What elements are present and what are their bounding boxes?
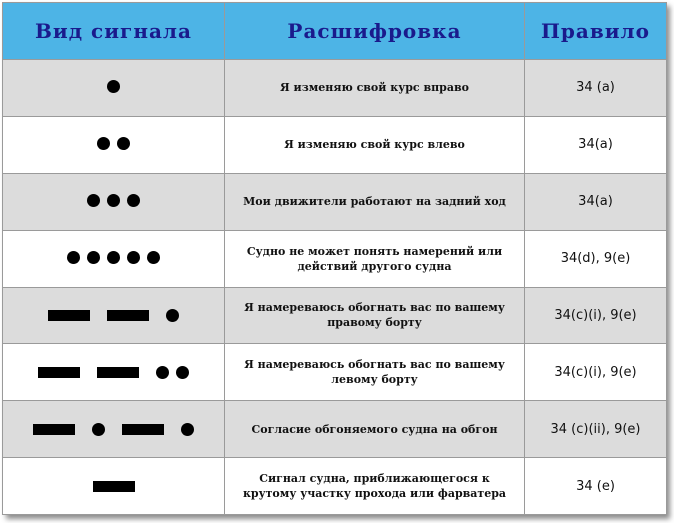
short-blast-mark <box>92 423 105 436</box>
signal-pattern <box>67 251 160 264</box>
short-blast-mark <box>117 137 130 150</box>
short-blast-mark <box>127 194 140 207</box>
meaning-cell: Сигнал судна, приближающегося к крутому участку прохода или фарватера <box>225 458 525 515</box>
rule-cell: 34 (с)(ii), 9(е) <box>525 401 667 458</box>
header-rule: Правило <box>525 3 667 60</box>
long-blast-mark <box>122 424 164 435</box>
table-row <box>3 458 667 515</box>
short-blast-mark <box>147 251 160 264</box>
signals-table <box>2 2 667 515</box>
rule-cell: 34(с)(i), 9(е) <box>525 287 667 344</box>
signal-pattern <box>48 309 179 322</box>
signal-pattern <box>38 366 189 379</box>
signal-pattern <box>97 137 130 150</box>
meaning-cell: Согласие обгоняемого судна на обгон <box>225 401 525 458</box>
long-blast-mark <box>33 424 75 435</box>
rule-cell: 34(а) <box>525 116 667 173</box>
signal-cell <box>3 116 225 173</box>
meaning-cell: Я изменяю свой курс влево <box>225 116 525 173</box>
meaning-cell: Я намереваюсь обогнать вас по вашему правому борту <box>225 287 525 344</box>
short-blast-mark <box>107 194 120 207</box>
header-meaning: Расшифровка <box>225 3 525 60</box>
long-blast-mark <box>107 310 149 321</box>
signal-cell <box>3 344 225 401</box>
signal-cell <box>3 458 225 515</box>
rule-cell: 34 (е) <box>525 458 667 515</box>
table-header-row <box>3 3 667 60</box>
long-blast-mark <box>97 367 139 378</box>
short-blast-mark <box>107 251 120 264</box>
table-row <box>3 173 667 230</box>
short-blast-mark <box>127 251 140 264</box>
signal-cell <box>3 287 225 344</box>
table-row <box>3 287 667 344</box>
signal-pattern <box>87 194 140 207</box>
short-blast-mark <box>176 366 189 379</box>
table-row <box>3 344 667 401</box>
short-blast-mark <box>166 309 179 322</box>
signal-cell <box>3 60 225 117</box>
long-blast-mark <box>93 481 135 492</box>
short-blast-mark <box>181 423 194 436</box>
short-blast-mark <box>67 251 80 264</box>
header-signal-type: Вид сигнала <box>3 3 225 60</box>
table-row <box>3 116 667 173</box>
rule-cell: 34(а) <box>525 173 667 230</box>
table-row <box>3 401 667 458</box>
long-blast-mark <box>38 367 80 378</box>
rule-cell: 34 (а) <box>525 60 667 117</box>
signal-cell <box>3 401 225 458</box>
signals-table-frame <box>2 2 666 515</box>
table-row <box>3 60 667 117</box>
table-row <box>3 230 667 287</box>
signal-pattern <box>93 481 135 492</box>
rule-cell: 34(d), 9(е) <box>525 230 667 287</box>
signal-cell <box>3 230 225 287</box>
meaning-cell: Я изменяю свой курс вправо <box>225 60 525 117</box>
meaning-cell: Мои движители работают на задний ход <box>225 173 525 230</box>
short-blast-mark <box>107 80 120 93</box>
long-blast-mark <box>48 310 90 321</box>
short-blast-mark <box>156 366 169 379</box>
signal-pattern <box>107 80 120 93</box>
meaning-cell: Судно не может понять намерений или действий другого судна <box>225 230 525 287</box>
signal-pattern <box>33 423 194 436</box>
rule-cell: 34(с)(i), 9(е) <box>525 344 667 401</box>
meaning-cell: Я намереваюсь обогнать вас по вашему левому борту <box>225 344 525 401</box>
short-blast-mark <box>97 137 110 150</box>
short-blast-mark <box>87 251 100 264</box>
short-blast-mark <box>87 194 100 207</box>
signal-cell <box>3 173 225 230</box>
